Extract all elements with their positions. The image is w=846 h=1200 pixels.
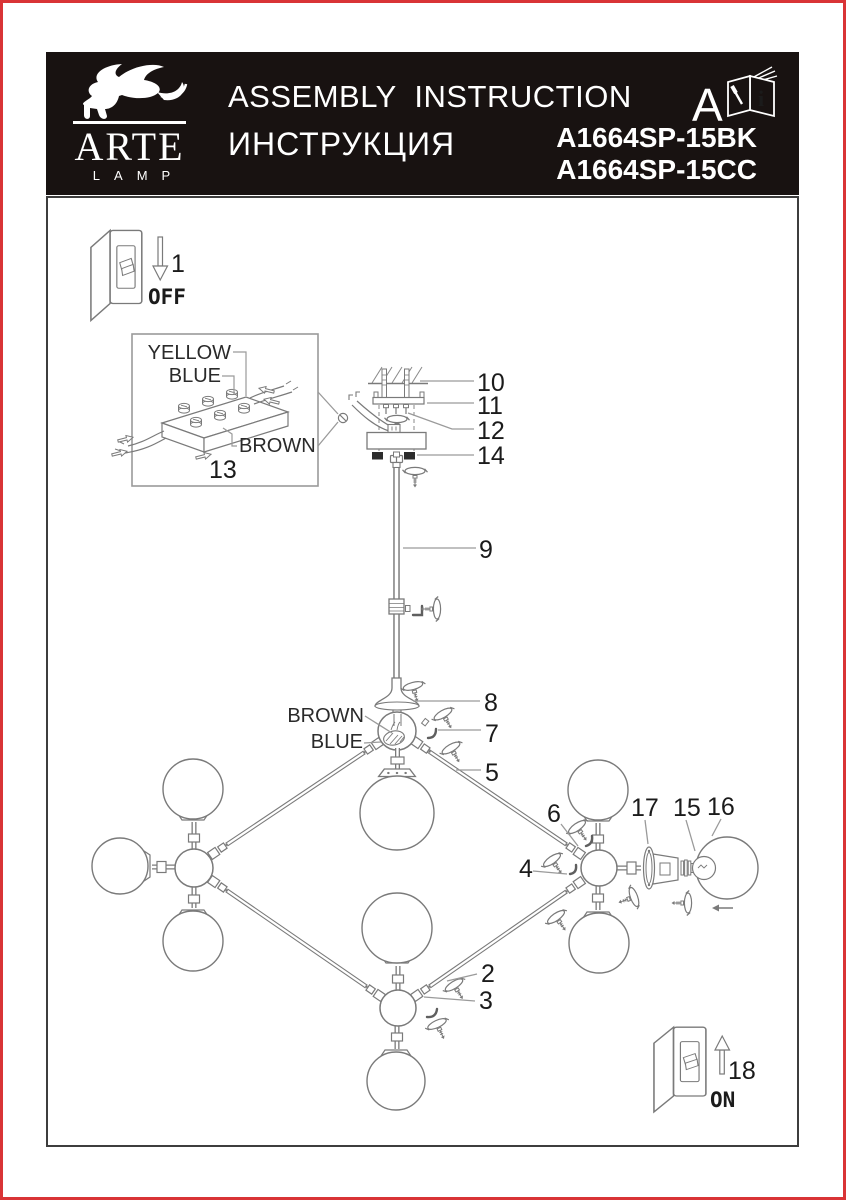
model-number-1: A1664SP-15BK xyxy=(556,122,757,153)
part-label-3: 3 xyxy=(479,987,493,1015)
part-label-11: 11 xyxy=(477,392,503,420)
bottom-lamp-cluster xyxy=(362,893,432,1110)
light-switch-off xyxy=(91,230,142,320)
part-label-4: 4 xyxy=(519,855,533,883)
glass-globe xyxy=(92,838,148,894)
insert-direction-arrow xyxy=(712,905,733,912)
arte-lamp-lion-logo-icon xyxy=(62,60,196,126)
glass-globe xyxy=(362,893,432,963)
left-hub-sphere xyxy=(175,849,213,887)
hex-key-icon xyxy=(428,729,436,738)
rod-coupler xyxy=(389,599,404,614)
ceiling-canopy xyxy=(367,425,426,450)
doc-section-letter: A xyxy=(692,79,723,131)
part-label-18: 18 xyxy=(728,1057,756,1085)
part-label-10: 10 xyxy=(477,369,505,397)
on-label: ON xyxy=(710,1088,736,1112)
screws-part12 xyxy=(384,405,409,415)
glass-globe xyxy=(367,1052,425,1110)
hex-key-icon xyxy=(413,606,422,615)
hub-wire-label-blue: BLUE xyxy=(310,731,363,753)
left-lamp-cluster xyxy=(92,759,223,971)
wire-label-brown: BROWN xyxy=(239,435,316,457)
header-bar xyxy=(46,52,799,195)
part-label-16: 16 xyxy=(707,793,735,821)
lamp-socket-part17 xyxy=(644,847,679,889)
part-label-7: 7 xyxy=(485,720,499,748)
right-hub-sphere xyxy=(581,850,617,886)
doc-title-ru: ИНСТРУКЦИЯ xyxy=(228,126,456,162)
instruction-book-icon xyxy=(722,64,778,124)
book-info-glyph: i xyxy=(758,86,765,111)
part-label-17: 17 xyxy=(631,794,659,822)
part-label-5: 5 xyxy=(485,759,499,787)
right-lamp-cluster xyxy=(568,760,758,973)
part-label-2: 2 xyxy=(481,960,495,988)
part-label-12: 12 xyxy=(477,417,505,445)
hub-wire-label-brown: BROWN xyxy=(287,705,364,727)
bottom-hub-sphere xyxy=(380,990,416,1026)
light-bulb-part15 xyxy=(681,857,716,880)
center-rod-assembly xyxy=(360,456,436,851)
assembly-diagram xyxy=(46,196,799,1147)
part-label-6: 6 xyxy=(547,800,561,828)
brand-subname: LAMP xyxy=(92,168,185,183)
switch-off-arrow-icon xyxy=(153,237,168,280)
glass-globe xyxy=(163,759,223,819)
mounting-bar-part11 xyxy=(373,392,424,404)
part-label-14: 14 xyxy=(477,442,505,470)
ceiling-mount-group xyxy=(338,367,428,488)
light-switch-on xyxy=(654,1027,706,1112)
part-label-8: 8 xyxy=(484,689,498,717)
part-label-13: 13 xyxy=(209,456,237,484)
glass-globe xyxy=(163,911,223,971)
part-label-15: 15 xyxy=(673,794,701,822)
part-label-9: 9 xyxy=(479,536,493,564)
wire-label-yellow: YELLOW xyxy=(147,342,231,364)
part-label-1: 1 xyxy=(171,250,185,278)
rotation-icon xyxy=(403,467,428,487)
brand-name: ARTE xyxy=(74,124,185,169)
model-numbers xyxy=(556,122,757,186)
glass-globe xyxy=(569,913,629,973)
terminal-screw-icon xyxy=(338,413,347,422)
model-number-2: A1664SP-15CC xyxy=(556,154,757,185)
wire-label-blue: BLUE xyxy=(168,365,221,387)
glass-globe xyxy=(568,760,628,820)
glass-globe xyxy=(360,776,434,850)
off-label: OFF xyxy=(148,285,186,309)
doc-title-en: ASSEMBLY INSTRUCTION xyxy=(228,79,632,114)
